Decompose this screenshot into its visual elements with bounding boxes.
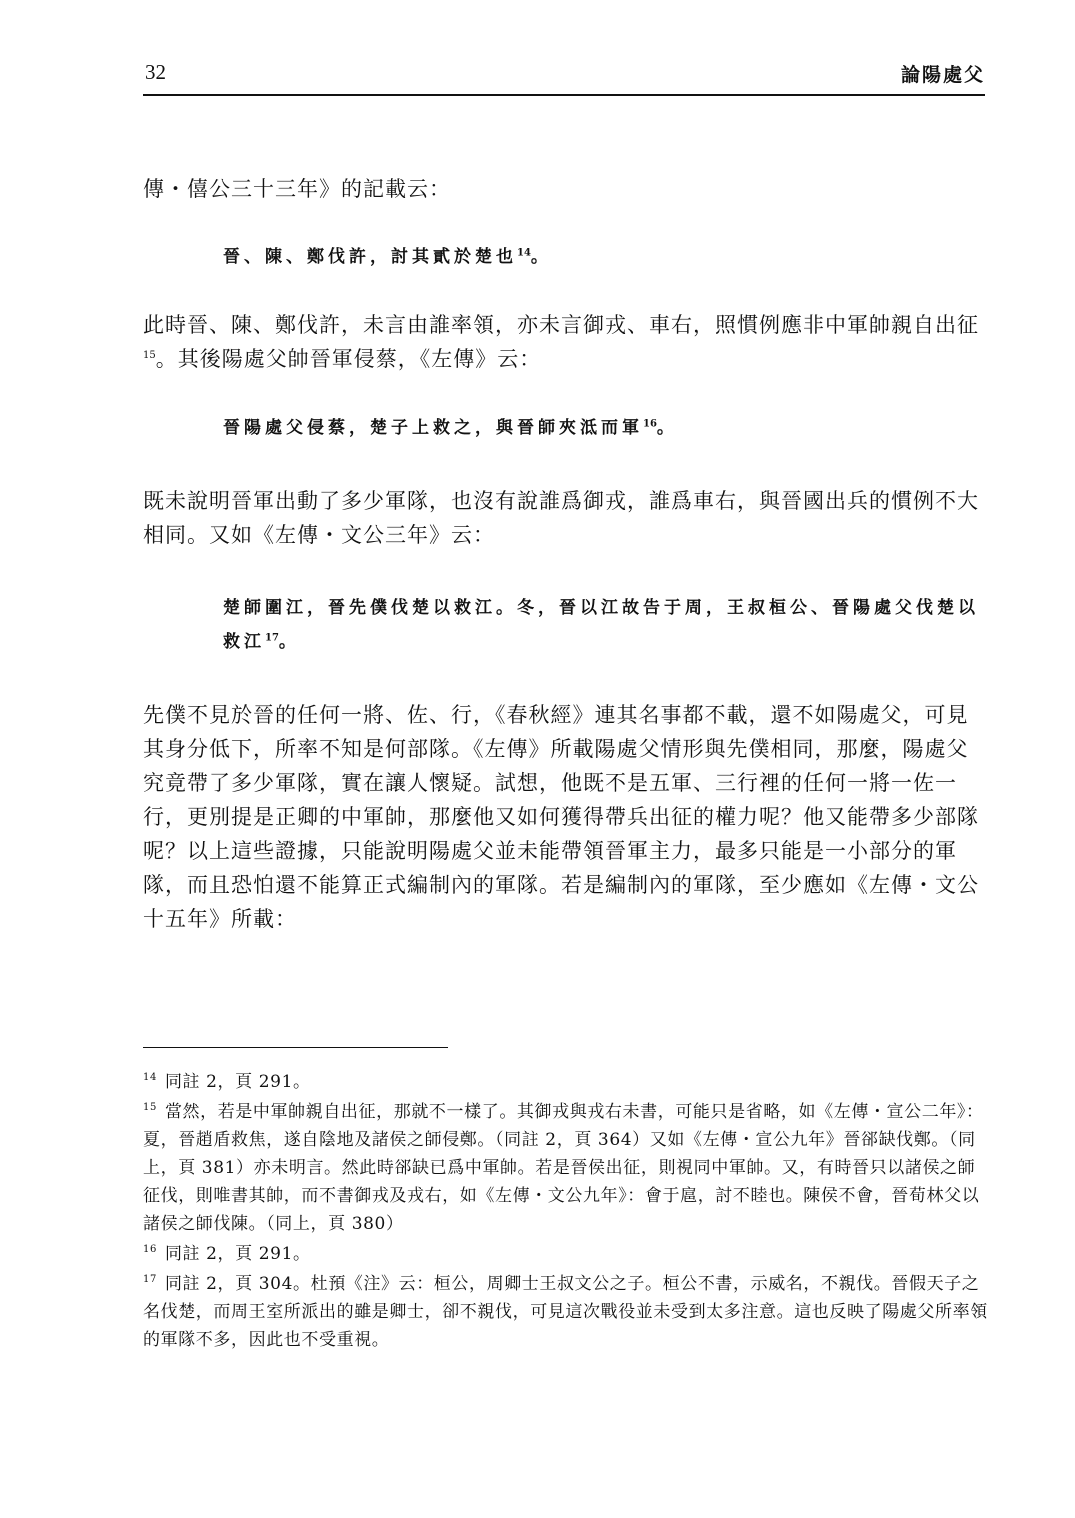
footnote-text: 當然，若是中軍帥親自出征，那就不一樣了。其御戎與戎右未書，可能只是省略，如《左傳・宣公二年》：夏，晉趙盾救焦，遂自陰地及諸侯之師侵鄭。（同註 2，頁 364）又如《左傳・宣公九年》晉郤缺伐鄭。（同上，頁 381）亦未明言。然此時郤缺已爲中軍帥。若是晉侯出征，則視同中軍帥。又，有時晉只以諸侯之師征伐，則唯書其帥，而不書御戎及戎右，如《左傳・文公九年》：會于扈，討不睦也。陳侯不會，晉荀林父以諸侯之師伐陳。（同上，頁 380）: [143, 1102, 984, 1234]
footnote-ref-15: 15: [143, 350, 156, 361]
footnote-divider: [143, 1047, 448, 1048]
paragraph-1: 傳・僖公三十三年》的記載云：: [143, 177, 451, 201]
quote-2-text: 晉陽處父侵蔡，楚子上救之，與晉師夾泜而軍: [223, 418, 643, 438]
footnote-14: [143, 1068, 988, 1096]
quote-1-text: 晉、陳、鄭伐許，討其貳於楚也: [223, 247, 517, 267]
footnote-17: [143, 1270, 988, 1354]
footnote-ref-14: 14: [517, 247, 531, 259]
quote-3-text: 楚師圍江，晉先僕伐楚以救江。冬，晉以江故告于周，王叔桓公、晉陽處父伐楚以救江: [223, 598, 979, 652]
footnote-number: 14: [143, 1072, 157, 1084]
quote-1: [223, 240, 988, 274]
page-header: [143, 58, 985, 96]
running-title: 論陽處父: [900, 64, 985, 86]
footnote-text: 同註 2，頁 304。杜預《注》云：桓公，周卿士王叔文公之子。桓公不書，示威名，不親伐。晉假天子之名伐楚，而周王室所派出的雖是卿士，卻不親伐，可見這次戰役並未受到太多注意。這也反映了陽處父所率領的軍隊不多，因此也不受重視。: [143, 1274, 988, 1350]
footnote-number: 17: [143, 1274, 157, 1286]
footnote-ref-16: 16: [643, 418, 657, 430]
footnote-number: 16: [143, 1244, 157, 1256]
footnotes: [143, 1068, 988, 1356]
footnote-15: [143, 1098, 988, 1238]
footnote-text: 同註 2，頁 291。: [164, 1244, 311, 1264]
page-number: 32: [145, 60, 166, 84]
footnote-number: 15: [143, 1102, 157, 1114]
paragraph-2: [143, 308, 988, 376]
footnote-ref-17: 17: [265, 632, 279, 644]
quote-1-end: 。: [530, 247, 552, 267]
paragraph-4: 先僕不見於晉的任何一將、佐、行，《春秋經》連其名事都不載，還不如陽處父，可見其身分低下，所率不知是何部隊。《左傳》所載陽處父情形與先僕相同，那麼，陽處父究竟帶了多少軍隊，實在讓人懷疑。試想，他既不是五軍、三行裡的任何一將一佐一行，更別提是正卿的中軍帥，那麼他又如何獲得帶兵出征的權力呢？他又能帶多少部隊呢？以上這些證據，只能說明陽處父並未能帶領晉軍主力，最多只能是一小部分的軍隊，而且恐怕還不能算正式編制內的軍隊。若是編制內的軍隊，至少應如《左傳・文公十五年》所載：: [143, 703, 979, 931]
paragraph-2-text-a: 此時晉、陳、鄭伐許，未言由誰率領，亦未言御戎、車右，照慣例應非中軍帥親自出征: [143, 313, 979, 337]
quote-3-end: 。: [278, 632, 300, 652]
quote-2: [223, 411, 988, 445]
paragraph-3: 既未說明晉軍出動了多少軍隊，也沒有說誰爲御戎，誰爲車右，與晉國出兵的慣例不大相同。又如《左傳・文公三年》云：: [143, 489, 979, 547]
paragraph-2-text-b: 。其後陽處父帥晉軍侵蔡，《左傳》云：: [155, 347, 542, 371]
footnote-text: 同註 2，頁 291。: [164, 1072, 311, 1092]
quote-2-end: 。: [656, 418, 678, 438]
quote-3: [223, 591, 988, 659]
footnote-16: [143, 1240, 988, 1268]
